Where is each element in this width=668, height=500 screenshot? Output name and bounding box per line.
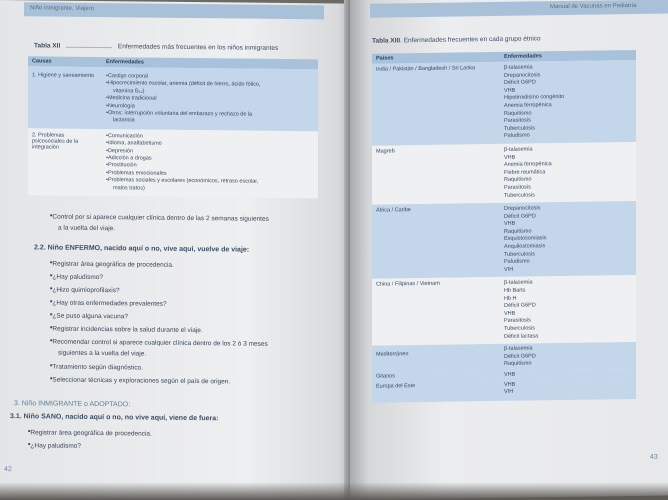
disease-item: Esquistosomiasis: [504, 235, 547, 243]
body-bullet: ■ Recomendar control si aparece cualquier clínica dentro de los 2 ó 3 meses: [50, 338, 268, 348]
disease-item: Paludismo: [504, 132, 530, 140]
left-table-row: [28, 128, 318, 198]
right-table-country: Gitanos: [372, 371, 500, 382]
right-table-country: África / Caribe: [372, 203, 500, 279]
disease-item: Paludismo: [504, 258, 530, 266]
right-table-country: China / Filipinas / Vietnam: [372, 277, 500, 346]
right-header-text: Manual de Vacunas en Pediatría: [550, 2, 637, 11]
body-continuation: a la vuelta del viaje.: [58, 224, 116, 233]
disease-item: • Medicina tradicional: [106, 95, 314, 105]
body-bullet: ■ ¿Se puso alguna vacuna?: [50, 312, 128, 321]
disease-item: VHB: [504, 220, 516, 228]
disease-item: Raquitismo: [504, 110, 532, 117]
left-table-diseases: [102, 67, 318, 131]
disease-item-cont: lactancia: [113, 117, 135, 124]
body-bullet: ■ Control por si aparece cualquier clínica dentro de las 2 semanas siguientes: [50, 213, 269, 223]
body-continuation: siguientes a la vuelta del viaje.: [58, 349, 147, 358]
body-bullet: ■ Tratamiento según diagnóstico.: [50, 363, 143, 372]
disease-item: • Castigo corporal: [106, 73, 314, 83]
disease-item: Déficit G6PD: [504, 79, 536, 87]
disease-item: β-talasemia: [504, 345, 533, 353]
left-header-text: Niño inmigrante, Viajero: [30, 5, 94, 12]
disease-item: • Adicción a drogas: [106, 155, 314, 165]
disease-item: Déficit G6PD: [504, 213, 536, 220]
disease-item: • Problemas sociales y escolares (económicos, retraso escolar,: [106, 177, 314, 187]
right-table-row: [372, 60, 636, 146]
disease-item-cont: vitamina B₁₂): [113, 87, 145, 95]
disease-item: Hipotiroidismo congénito: [504, 94, 565, 102]
disease-item: Anemia ferropénica: [504, 102, 552, 109]
right-table-country: Mediterráneo: [372, 344, 500, 373]
left-table-header-diseases: Enfermedades: [102, 57, 318, 69]
body-bullet: ■ Registrar área geográfica de procedencia.: [50, 260, 174, 269]
body-bullet: ■ Registrar incidencias sobre la salud durante el viaje.: [50, 325, 203, 335]
disease-item: β-talasemia: [504, 146, 533, 153]
body-bullet: ■ ¿Hizo quimioprofilaxis?: [50, 286, 120, 295]
disease-item: • Prostitución: [106, 163, 314, 173]
right-table-diseases: [500, 142, 636, 203]
disease-item: Hb H: [504, 295, 517, 302]
disease-item: β-talasemia: [504, 279, 533, 287]
right-table-row: [372, 142, 636, 205]
right-table-row: [372, 379, 636, 403]
disease-item: β-talasemia: [504, 64, 533, 71]
section-heading: 2.2. Niño ENFERMO, nacido aquí o no, vive aquí, vuelve de viaje:: [34, 244, 250, 254]
right-table-diseases: [500, 60, 636, 144]
body-bullet: ■ ¿Hay paludismo?: [28, 441, 81, 450]
disease-item: VHB: [504, 381, 516, 388]
right-table-diseases: [500, 342, 636, 371]
right-page-number: 43: [650, 453, 658, 461]
disease-item: Anquilostomiasis: [504, 243, 546, 250]
disease-item: Fiebre reumática: [504, 168, 546, 176]
disease-item: Tuberculosis: [504, 191, 535, 199]
disease-item: Raquitismo: [504, 176, 532, 184]
disease-item: Parasitosis: [504, 117, 531, 125]
section-heading: 3.1. Niño SANO, nacido aquí o no, no vive aquí, viene de fuera:: [10, 413, 219, 423]
disease-item: VIH: [504, 266, 514, 273]
disease-item: • Hipocrecimiento escolar, anemia (déficit de hierro, ácido fólico,: [106, 81, 314, 91]
disease-item: VHB: [504, 310, 516, 317]
disease-item: Raquitismo: [504, 360, 532, 368]
disease-item: Déficit G6PD: [504, 302, 536, 310]
right-table-header-diseases: Enfermedades: [500, 50, 636, 62]
right-table-number: Tabla XIII: [372, 37, 401, 45]
right-table-row: [372, 201, 636, 279]
body-bullet: ■ Registrar área geográfica de procedencia.: [28, 428, 152, 437]
disease-item: Tuberculosis: [504, 251, 535, 258]
left-table-title: Enfermedades más frecuentes en los niños inmigrantes: [117, 43, 279, 52]
disease-item: Drepanocitosis: [504, 205, 541, 212]
left-table-header-causes: Causas: [28, 56, 102, 67]
table-surface: [0, 482, 668, 500]
disease-item: Tuberculosis: [504, 325, 535, 332]
disease-item: • Neurología: [106, 103, 314, 113]
right-table-caption: Tabla XIII. Enfermedades frecuentes en cada grupo étnico: [372, 35, 541, 45]
disease-item: • Comunicación: [106, 133, 314, 143]
left-page-number: 42: [4, 466, 12, 474]
section-heading: 3. Niño INMIGRANTE o ADOPTADO:: [14, 400, 131, 409]
left-caption-rule: [66, 47, 112, 48]
right-table: [372, 50, 636, 402]
left-table-diseases: [102, 129, 318, 199]
right-table-country: Europa del Este: [372, 380, 500, 402]
right-table-row: [372, 342, 636, 372]
right-table-diseases: [500, 201, 636, 277]
left-table-caption: [34, 42, 278, 52]
right-table-country: India / Pakistán / Bangladesh / Sri Lanka: [372, 62, 500, 146]
body-bullet: ■ Seleccionar técnicas y exploraciones según el país de origen.: [50, 376, 230, 386]
disease-item: • Idioma, analfabetismo: [106, 140, 314, 150]
disease-item: Déficit G6PD: [504, 353, 536, 360]
left-table-row: [28, 66, 318, 131]
right-table-row: [372, 275, 636, 345]
disease-item: VIH: [504, 388, 514, 396]
disease-item: VHB: [504, 154, 516, 161]
disease-item: Parasitosis: [504, 317, 531, 325]
body-bullet: ■ ¿Hay paludismo?: [50, 273, 103, 282]
disease-item-cont: malos tratos): [113, 184, 145, 192]
disease-item: VHB: [504, 371, 516, 378]
right-table-country: Magreb: [372, 144, 500, 205]
disease-item: • Problemas emocionales: [106, 170, 314, 180]
left-table-number: Tabla XII: [34, 42, 61, 50]
right-table-title: Enfermedades frecuentes en cada grupo étnico: [403, 35, 541, 45]
disease-item: Hb Barts: [504, 287, 526, 294]
left-table: [28, 56, 318, 198]
right-table-diseases: [500, 379, 636, 401]
right-table-header-countries: Países: [372, 52, 500, 64]
left-table-cause: 2. Problemas psicosociales de la integración: [28, 128, 102, 196]
right-table-diseases: [500, 275, 636, 344]
body-bullet: ■ ¿Hay otras enfermedades prevalentes?: [50, 299, 167, 308]
disease-item: VHB: [504, 87, 516, 94]
disease-item: Raquitismo: [504, 228, 532, 235]
right-page: [350, 0, 668, 500]
disease-item: • Depresión: [106, 148, 314, 158]
disease-item: Drepanocitosis: [504, 71, 541, 79]
disease-item: Parasitosis: [504, 184, 531, 191]
disease-item: Déficit lactasa: [504, 332, 539, 340]
left-table-cause: 1. Higiene y saneamiento: [28, 66, 102, 129]
disease-item: Anemia ferropénica: [504, 161, 552, 168]
disease-item: Tuberculosis: [504, 125, 535, 132]
disease-item: • Otros: interrupción voluntaria del embarazo y rechazo de la: [106, 110, 314, 120]
